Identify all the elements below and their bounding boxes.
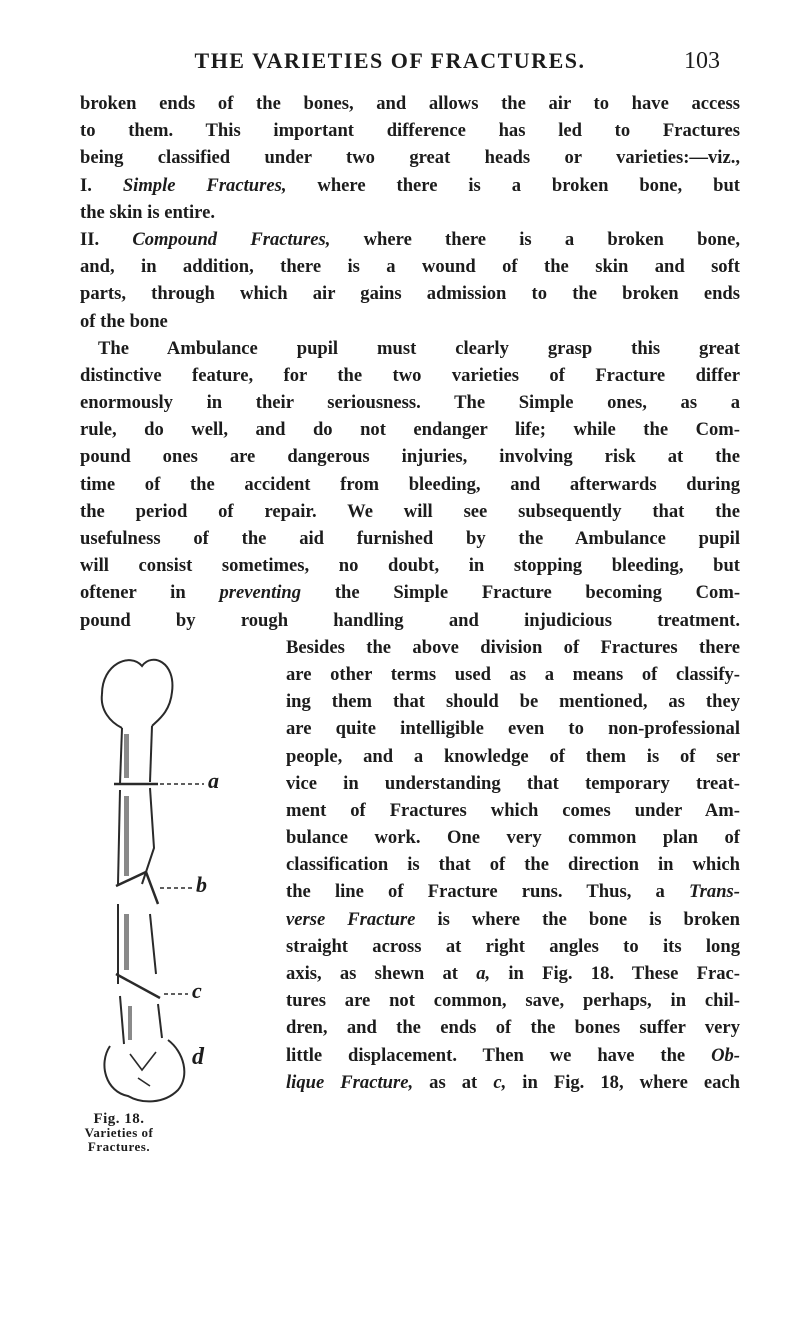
text-line: pound by rough handling and injudicious treatment. [80, 609, 740, 631]
text-line: people, and a knowledge of them is of ser [286, 745, 740, 767]
term-oblique-cont: lique Fracture, [286, 1071, 414, 1093]
text-line: of the bone [80, 310, 168, 332]
figure-label-a: a [208, 767, 219, 793]
text-line: being classified under two great heads or varieties:—viz., [80, 147, 740, 169]
text-span: little displacement. Then we have the [286, 1044, 686, 1066]
term-compound-fractures: Compound Fractures, [132, 228, 331, 250]
text-line: distinctive feature, for the two varieties of Fracture differ [80, 364, 740, 386]
text-line: ing them that should be mentioned, as they [286, 691, 740, 713]
term-simple-fractures: Simple Fractures, [122, 174, 287, 196]
text-line: ment of Fractures which comes under Am- [286, 799, 740, 821]
text-line: are other terms used as a means of classify- [286, 663, 740, 685]
text-line: The Ambulance pupil must clearly grasp this great [98, 337, 740, 359]
page-header [0, 48, 800, 82]
simple-fractures-line [80, 172, 740, 199]
text-line: parts, through which air gains admission to the broken ends [80, 283, 740, 305]
numeral: I. [80, 174, 92, 196]
text-span: where there is a broken bone, but [317, 174, 740, 196]
text-line: usefulness of the aid furnished by the Ambulance pupil [80, 528, 740, 549]
term-oblique: Ob- [711, 1044, 740, 1066]
text-line: bulance work. One very common plan of [286, 827, 740, 849]
page-number: 103 [684, 48, 720, 74]
text-line: vice in understanding that temporary treat- [286, 772, 740, 794]
figure-caption-line: Fractures. [87, 1138, 151, 1154]
text-line: time of the accident from bleeding, and afterwards during [80, 473, 740, 495]
numeral: II. [80, 228, 100, 250]
text-line: and, in addition, there is a wound of the skin and soft [80, 256, 740, 278]
transverse-line-2 [286, 906, 740, 933]
figure-label-d: d [192, 1043, 204, 1070]
compound-fractures-line [80, 226, 740, 253]
figure-wrap-region [80, 634, 740, 1178]
wrapped-column [286, 634, 740, 1096]
text-line: enormously in their seriousness. The Simple ones, as a [80, 392, 740, 414]
oblique-line [286, 1042, 740, 1069]
text-line: pound ones are dangerous injuries, involving risk at the [80, 446, 740, 468]
axis-line [286, 960, 740, 987]
body-text [80, 90, 740, 1178]
figure-caption-number: Fig. 18. [93, 1110, 145, 1127]
text-line: tures are not common, save, perhaps, in chil- [286, 990, 740, 1012]
text-line: the skin is entire. [80, 201, 215, 223]
figure-label-c: c [192, 977, 202, 1003]
transverse-line [286, 878, 740, 905]
text-line: to them. This important difference has led to Fractures [80, 120, 740, 142]
running-head: THE VARIETIES OF FRACTURES. [194, 48, 586, 73]
ref-c: c, [493, 1071, 507, 1093]
preventing-line [80, 579, 740, 606]
text-span: the line of Fracture runs. Thus, a [286, 881, 665, 903]
text-line: will consist sometimes, no doubt, in stopping bleeding, but [80, 555, 740, 577]
text-line: rule, do well, and do not endanger life; while the Com- [80, 419, 740, 441]
figure-caption-line: Varieties of [84, 1124, 154, 1140]
text-line: Besides the above division of Fractures there [286, 636, 740, 658]
text-line: straight across at right angles to its long [286, 935, 740, 957]
term-preventing: preventing [219, 582, 302, 604]
figure-caption [80, 1112, 158, 1154]
text-span: as at [429, 1071, 478, 1093]
text-line: broken ends of the bones, and allows the air to have access [80, 93, 740, 114]
fractured-bone-illustration [80, 634, 280, 1112]
term-transverse-cont: verse Fracture [286, 908, 416, 930]
text-line: dren, and the ends of the bones suffer very [286, 1017, 740, 1039]
text-line: are quite intelligible even to non-professional [286, 718, 740, 740]
text-span: is where the bone is broken [437, 908, 741, 930]
text-span: where there is a broken bone, [363, 228, 740, 250]
text-span: the Simple Fracture becoming Com- [334, 582, 741, 604]
text-span: axis, as shewn at [286, 963, 458, 984]
text-line: the period of repair. We will see subsequently that the [80, 500, 740, 522]
term-transverse: Trans- [689, 881, 740, 903]
text-line: classification is that of the direction in which [286, 854, 740, 876]
text-span: oftener in [80, 582, 186, 604]
figure-18 [80, 634, 280, 1178]
text-span: in Fig. 18. These Frac- [508, 963, 740, 984]
ref-a: a, [476, 963, 491, 984]
text-span: in Fig. 18, where each [522, 1071, 741, 1093]
oblique-line-2 [286, 1069, 740, 1096]
figure-label-b: b [196, 871, 207, 897]
